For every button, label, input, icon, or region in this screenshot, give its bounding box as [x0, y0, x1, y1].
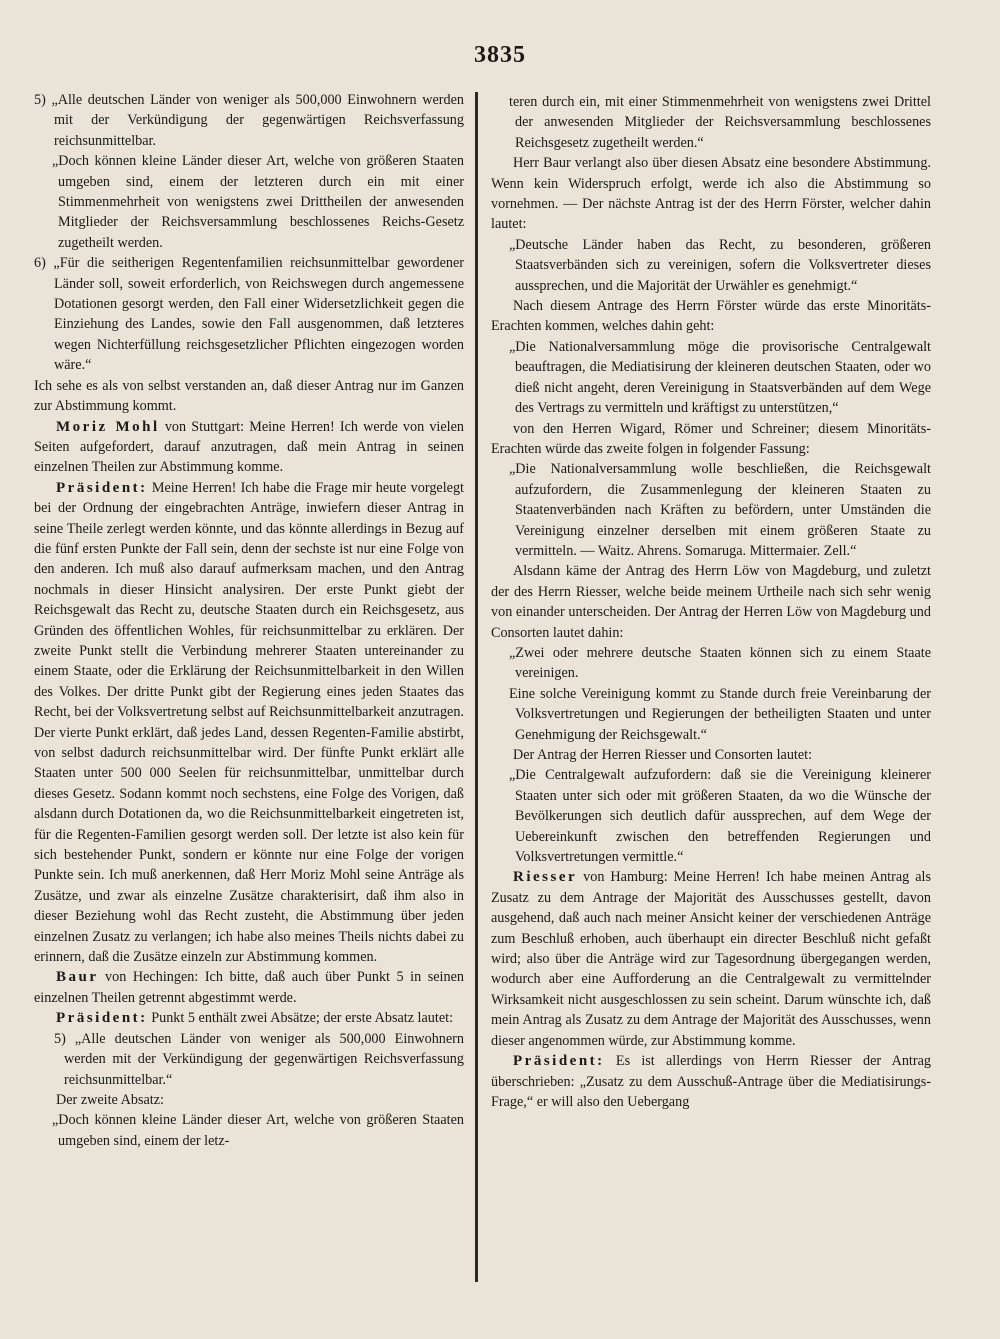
right-paragraph	[491, 92, 931, 153]
right-paragraph	[491, 643, 931, 684]
right-paragraph	[491, 765, 931, 867]
paragraph-text: 6) „Für die seitherigen Regentenfamilien reichsunmittelbar gewordener Länder soll, soweit erforderlich, von Reichswegen durch angemessene Dotationen gesorgt werden, den Fall einer Widersetzlichkeit gegen die Einziehung des Landes, sowie den Fall ausgenommen, daß letzteres wegen Nichterfüllung reichsgesetzlicher Pflichten eingezogen worden wäre.“	[34, 255, 464, 374]
right-paragraph	[491, 419, 931, 460]
right-paragraph	[491, 745, 931, 765]
left-paragraph	[34, 1029, 464, 1090]
paragraph-text: Herr Baur verlangt also über diesen Absatz eine besondere Abstimmung. Wenn kein Widerspruch erfolgt, werde ich also die Abstimmung so vornehmen. — Der nächste Antrag ist der des Herrn Förster, welcher dahin lautet:	[491, 155, 931, 233]
left-paragraph	[34, 1110, 464, 1151]
paragraph-text: „Doch können kleine Länder dieser Art, welche von größeren Staaten umgeben sind, einem der letz-	[52, 1112, 464, 1149]
right-paragraph	[491, 153, 931, 235]
right-paragraph	[491, 459, 931, 561]
left-column	[34, 90, 464, 1151]
left-paragraph	[34, 1008, 464, 1028]
paragraph-text: von Stuttgart: Meine Herren! Ich werde von vielen Seiten aufgefordert, darauf anzutragen, daß mein Antrag in seinen einzelnen Theilen zur Abstimmung komme.	[34, 418, 465, 476]
right-paragraph	[491, 337, 931, 419]
paragraph-text: Ich sehe es als von selbst verstanden an, daß dieser Antrag nur im Ganzen zur Abstimmung kommt.	[34, 377, 464, 415]
paragraph-text: Der zweite Absatz:	[56, 1091, 164, 1108]
paragraph-text: Punkt 5 enthält zwei Absätze; der erste Absatz lautet:	[147, 1010, 454, 1027]
paragraph-text: Meine Herren! Ich habe die Frage mir heute vorgelegt bei der Ordnung der eingebrachten Anträge, inwiefern dieser Antrag in seine Theile zerlegt werden könnte, und das könnte allerdings in Bezug auf die fünf ersten Punkte der Fall sein, denn der sechste ist nur eine Folge von den anderen. Ich muß also darauf aufmerksam machen, und den Antrag nochmals in dieser Hinsicht analysiren. Der erste Punkt giebt der Reichsgewalt das Recht zu, deutsche Staaten durch ein Reichsgesetz, aus Gründen des öffentlichen Wohles, für reichsunmittelbar zu erklären. Der zweite Punkt stellt die Verbindung mehrerer Staaten untereinander zu einem Staate, oder die Erklärung der Reichsunmittelbarkeit in den Willen des Volkes. Der dritte Punkt gibt der Regierung eines jeden Staates das Recht, bei der Volksvertretung selbst auf Reichsunmittelbarkeit anzutragen. Der vierte Punkt erklärt, daß jedes Land, dessen Regenten-Familie abstirbt, von selbst dadurch reichsunmittelbar wird. Der fünfte Punkt erklärt alle Staaten unter 500 000 Seelen für reichsunmittelbar, unmittelbar durch dieses Gesetz. Sodann kommt noch sechstens, eine Folge des Vorigen, daß alsdann durch Dotationen da, wo die Reichsunmittelbarkeit eingetreten ist, für die Regenten-Familien gesorgt werden soll. Der letzte ist also kein für sich bestehender Punkt, sondern er könnte nur eine Folge der vorigen Punkte sein. Ich muß anerkennen, daß Herr Moriz Mohl seine Anträge als Zusätze, und zwar als einzelne Zusätze charakterisirt, daß ihm also in dieser Beziehung wohl das Recht zusteht, die Abstimmung über jeden einzelnen Zusatz zu verlangen; ich habe also meines Theils nichts dabei zu erinnern, daß die Zusätze einzeln zur Abstimmung kommen.	[34, 479, 464, 966]
paragraph-text: von Hechingen: Ich bitte, daß auch über Punkt 5 in seinen einzelnen Theilen getrennt abgestimmt werde.	[34, 969, 464, 1006]
right-column	[491, 92, 931, 1112]
left-paragraph	[34, 151, 464, 253]
right-paragraph	[491, 235, 931, 296]
paragraph-text: von den Herren Wigard, Römer und Schreiner; diesem Minoritäts-Erachten würde das zweite folgen in folgender Fassung:	[491, 420, 931, 457]
paragraph-text: Der Antrag der Herren Riesser und Consorten lautet:	[513, 747, 813, 763]
paragraph-text: Nach diesem Antrage des Herrn Förster würde das erste Minoritäts-Erachten kommen, welches dahin geht:	[491, 298, 931, 335]
paragraph-text: Es ist allerdings von Herrn Riesser der Antrag überschrieben: „Zusatz zu dem Ausschuß-Antrage über die Mediatisirungs-Frage,“ er will also den Uebergang	[491, 1053, 931, 1110]
speaker-name: Präsident:	[56, 1010, 148, 1027]
paragraph-text: „Zwei oder mehrere deutsche Staaten können sich zu einem Staate vereinigen.	[509, 644, 931, 682]
speaker-name: Riesser	[513, 869, 578, 886]
left-paragraph	[34, 376, 464, 417]
paragraph-text: „Die Nationalversammlung wolle beschließen, die Reichsgewalt aufzufordern, die Zusammenlegung der kleineren Staaten zu Staatenverbänden nach Kräften zu befördern, unter Umständen die Vereinigung einzelner derselben mit einem größeren Staate zu vermitteln. — Waitz. Ahrens. Somaruga. Mittermaier. Zell.“	[509, 461, 931, 559]
right-paragraph	[491, 867, 931, 1051]
speaker-name: Baur	[56, 969, 99, 986]
paragraph-text: von Hamburg: Meine Herren! Ich habe meinen Antrag als Zusatz zu dem Antrage der Majorität des Ausschusses gestellt, davon ausgehend, daß auch nach meiner Ansicht keiner der verschiedenen Anträge zum Beschluß erhoben, auch überhaupt ein directer Beschluß nicht gefaßt wird; also über die Anträge wird zur Tagesordnung übergegangen werden, wodurch aber eine Aufforderung an die Centralgewalt zu vermittelnder Wirksamkeit nicht ausgeschlossen zu sein scheint. Darum wünschte ich, daß mein Antrag als Zusatz zu dem Antrage der Majorität des Ausschusses, wenn dieser angenommen würde, zur Abstimmung komme.	[491, 869, 931, 1049]
column-divider	[475, 92, 478, 1282]
left-paragraph	[34, 967, 464, 1008]
right-paragraph	[491, 684, 931, 745]
left-paragraph	[34, 253, 464, 375]
right-paragraph	[491, 1051, 931, 1112]
right-paragraph	[491, 296, 931, 337]
paragraph-text: „Deutsche Länder haben das Recht, zu besonderen, größeren Staatsverbänden sich zu vereinigen, sofern die Volksvertreter dieses aussprechen, und die Majorität der Urwähler es genehmigt.“	[509, 236, 931, 294]
paragraph-text: 5) „Alle deutschen Länder von weniger als 500,000 Einwohnern werden mit der Verkündigung der gegenwärtigen Reichsverfassung reichsunmittelbar.“	[54, 1030, 464, 1088]
paragraph-text: „Doch können kleine Länder dieser Art, welche von größeren Staaten umgeben sind, einem der letzteren durch ein mit einer Stimmenmehrheit von wenigstens zwei Drittheilen der anwesenden Mitglieder der Reichsversammlung beschlossenes Reichs-Gesetz zugetheilt werden.	[52, 153, 464, 251]
paragraph-text: Eine solche Vereinigung kommt zu Stande durch freie Vereinbarung der Volksvertretungen und Regierungen der betheiligten Staaten und unter Genehmigung der Reichsgewalt.“	[509, 685, 931, 743]
paragraph-text: 5) „Alle deutschen Länder von weniger als 500,000 Einwohnern werden mit der Verkündigung der gegenwärtigen Reichsverfassung reichsunmittelbar.	[34, 92, 464, 149]
left-paragraph	[34, 478, 464, 968]
right-paragraph	[491, 561, 931, 643]
left-paragraph	[34, 90, 464, 151]
speaker-name: Präsident:	[56, 479, 148, 496]
speaker-name: Moriz Mohl	[56, 418, 160, 435]
paragraph-text: „Die Centralgewalt aufzufordern: daß sie die Vereinigung kleinerer Staaten unter sich oder mit größeren Staaten, da wo die Wünsche der Bevölkerungen sich deutlich dafür aussprechen, auf dem Wege der Uebereinkunft zwischen den betreffenden Regierungen und Volksvertretungen vermittle.“	[509, 767, 931, 866]
paragraph-text: Alsdann käme der Antrag des Herrn Löw von Magdeburg, und zuletzt der des Herrn Riesser, welche beide meinem Urtheile nach sich sehr wenig von einander unterscheiden. Der Antrag der Herren Löw von Magdeburg und Consorten lautet dahin:	[491, 563, 931, 641]
paragraph-text: teren durch ein, mit einer Stimmenmehrheit von wenigstens zwei Drittel der anwesenden Mitglieder der Reichsversammlung beschlossenes Reichsgesetz zugetheilt werden.“	[509, 94, 931, 151]
paragraph-text: „Die Nationalversammlung möge die provisorische Centralgewalt beauftragen, die Mediatisirung der kleineren deutschen Staaten, oder wo dieß nicht angeht, deren Vereinigung in Staatsverbänden auf dem Wege des Vertrags zu vermitteln und kräftigst zu unterstützen,“	[509, 338, 931, 417]
speaker-name: Präsident:	[513, 1053, 605, 1070]
left-paragraph	[34, 417, 464, 478]
page-number: 3835	[474, 42, 526, 68]
left-paragraph	[34, 1090, 464, 1110]
